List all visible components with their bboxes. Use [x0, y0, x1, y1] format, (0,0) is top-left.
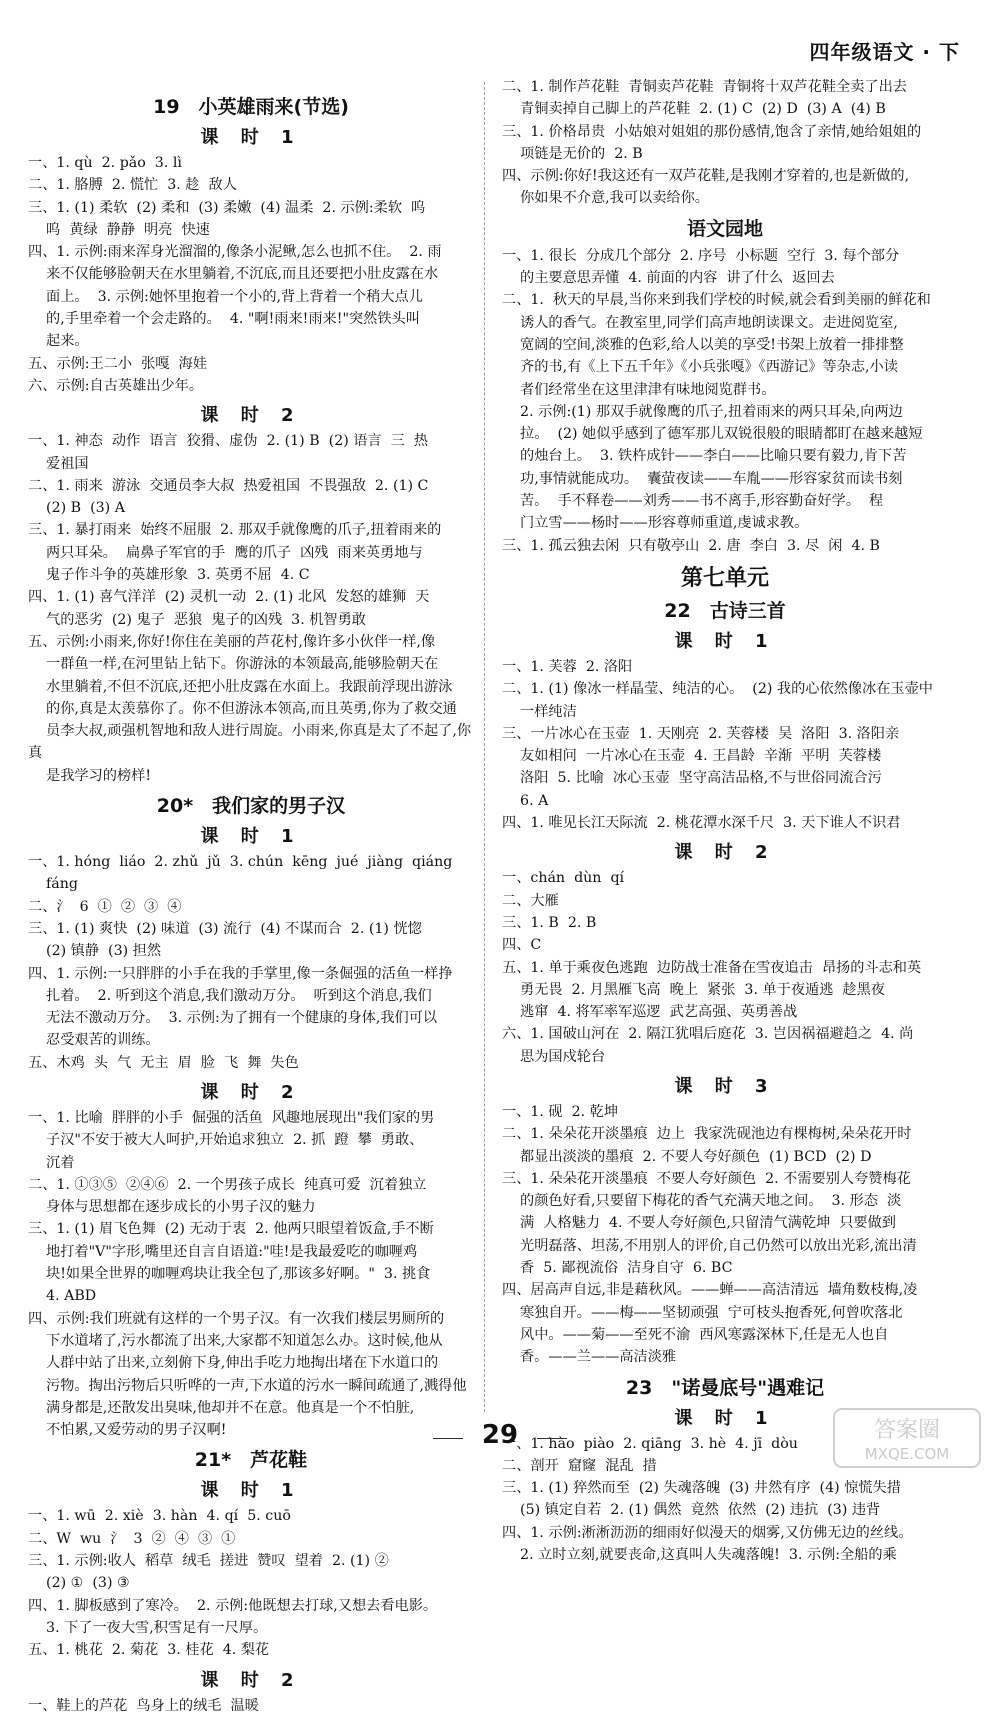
- answer-line: 一、chán dùn qí: [502, 870, 625, 887]
- answer-line: 一样纯洁: [502, 703, 577, 720]
- answer-line: 的,手里牵着一个会走路的。 4. "啊!雨来!雨来!"突然铁头叫: [28, 311, 420, 328]
- answer-line: 满身都是,还散发出臭味,他却并不在意。他真是一个不怕脏,: [28, 1399, 415, 1416]
- answer-line: 思为国戍轮台: [502, 1048, 606, 1065]
- answer-line: 宽阔的空间,淡雅的色彩,给人以美的享受!书架上放着一排排整: [502, 336, 904, 353]
- answer-line: 苦。 手不释卷——刘秀——书不离手,形容勤奋好学。 程: [502, 493, 884, 510]
- answer-line: 身体与思想都在逐步成长的小男子汉的魅力: [28, 1199, 316, 1216]
- answer-line: 污物。掏出污物后只听哗的一声,下水道的污水一瞬间疏通了,溅得他: [28, 1377, 467, 1394]
- answer-line: 一、1. hào piào 2. qiāng 3. hè 4. jī dòu: [502, 1435, 798, 1452]
- answer-line: 2. 立时立刻,就要丧命,这真叫人失魂落魄! 3. 示例:全船的乘: [502, 1547, 897, 1564]
- answer-line: 二、1. 秋天的早晨,当你来到我们学校的时候,就会看到美丽的鲜花和: [502, 292, 931, 309]
- answer-line: 二、1. 朵朵花开淡墨痕 边上 我家洗砚池边有棵梅树,朵朵花开时: [502, 1126, 912, 1143]
- answer-line: 一、1. wū 2. xiè 3. hàn 4. qí 5. cuō: [28, 1508, 291, 1525]
- session-heading: 课 时 2: [674, 842, 776, 864]
- answer-line: 二、剖开 窟窿 混乱 措: [502, 1457, 657, 1474]
- answer-line: (2) B (3) A: [28, 500, 125, 517]
- answer-line: 四、1. 示例:雨来浑身光溜溜的,像条小泥鳅,怎么也抓不住。 2. 雨: [28, 244, 442, 261]
- answer-line: 四、1. 脚板感到了寒冷。 2. 示例:他既想去打球,又想去看电影。: [28, 1597, 438, 1614]
- answer-line: 二、1. 胳膊 2. 慌忙 3. 趁 敌人: [28, 177, 237, 194]
- answer-line: (5) 镇定自若 2. (1) 偶然 竟然 依然 (2) 违抗 (3) 违背: [502, 1502, 881, 1519]
- answer-line: 2. 示例:(1) 那双手就像鹰的爪子,扭着雨来的两只耳朵,向两边: [502, 403, 903, 420]
- watermark-logo: [832, 1407, 982, 1469]
- answer-line: 忍受艰苦的训练。: [28, 1032, 160, 1049]
- answer-line: 三、1. 示例:收人 稻草 绒毛 搓进 赞叹 望着 2. (1) ②: [28, 1553, 389, 1570]
- answer-line: 香 5. 鄙视流俗 洁身自守 6. BC: [502, 1260, 733, 1277]
- watermark-text-2: MXQE.COM: [864, 1445, 950, 1463]
- session-heading: 课 时 1: [200, 127, 302, 148]
- answer-line: 6. A: [502, 792, 549, 809]
- answer-line: 四、居高声自远,非是藉秋风。——蝉——高洁清远 墙角数枝梅,凌: [502, 1282, 918, 1299]
- answer-line: 四、示例:我们班就有这样的一个男子汉。有一次我们楼层男厕所的: [28, 1310, 445, 1327]
- answer-line: 水里躺着,不但不沉底,还把小肚皮露在水面上。我跟前浮现出游泳: [28, 678, 453, 695]
- answer-line: 者们经常坐在这里津津有味地阅览群书。: [502, 381, 776, 398]
- answer-line: 呜 黄绿 静静 明亮 快速: [28, 221, 210, 238]
- answer-line: 四、C: [502, 937, 542, 954]
- answer-line: 员李大叔,顽强机智地和敌人进行周旋。小雨来,你真是太了不起了,你真: [28, 723, 472, 762]
- answer-line: 人群中站了出来,立刻俯下身,伸出手吃力地掏出堵在下水道口的: [28, 1355, 439, 1372]
- answer-line: 扎着。 2. 听到这个消息,我们激动万分。 听到这个消息,我们: [28, 987, 432, 1004]
- session-heading: 课 时 1: [200, 1480, 302, 1502]
- answer-line: 三、1. 暴打雨来 始终不屈服 2. 那双手就像鹰的爪子,扭着雨来的: [28, 522, 442, 539]
- answer-line: 下水道堵了,污水都流了出来,大家都不知道怎么办。这时候,他从: [28, 1332, 443, 1349]
- answer-line: 是我学习的榜样!: [28, 767, 152, 784]
- answer-line: 二、1. (1) 像冰一样晶莹、纯洁的心。 (2) 我的心依然像冰在玉壶中: [502, 681, 933, 698]
- answer-line: 块!如果全世界的咖喱鸡块让我全包了,那该多好啊。" 3. 挑食: [28, 1266, 431, 1283]
- answer-line: 五、示例:小雨来,你好!你住在美丽的芦花村,像许多小伙伴一样,像: [28, 633, 436, 650]
- answer-line: 拉。 (2) 她似乎感到了德军那儿双锐很般的眼睛都盯在越来越短: [502, 426, 923, 443]
- session-heading: 课 时 2: [200, 1669, 302, 1691]
- answer-line: 青铜卖掉自己脚上的芦花鞋 2. (1) C (2) D (3) A (4) B: [502, 101, 886, 118]
- answer-line: 四、示例:你好!我这还有一双芦花鞋,是我刚才穿着的,也是新做的,: [502, 168, 910, 185]
- answer-line: 一、1. 很长 分成几个部分 2. 序号 小标题 空行 3. 每个部分: [502, 247, 900, 264]
- answer-line: 三、1. 价格昂贵 小姑娘对姐姐的那份感情,饱含了亲情,她给姐姐的: [502, 123, 922, 140]
- answer-line: 一、1. 比喻 胖胖的小手 倔强的活鱼 风趣地展现出"我们家的男: [28, 1109, 435, 1126]
- answer-line: 二、1. 制作芦花鞋 青铜卖芦花鞋 青铜将十双芦花鞋全卖了出去: [502, 79, 907, 95]
- answer-line: 起来。: [28, 333, 89, 350]
- answer-line: 六、1. 国破山河在 2. 隔江犹唱后庭花 3. 岂因祸福避趋之 4. 尚: [502, 1026, 914, 1043]
- answer-line: 五、1. 单于乘夜色逃跑 边防战士准备在雪夜追击 昂扬的斗志和英: [502, 959, 922, 976]
- answer-line: 六、示例:自古英雄出少年。: [28, 377, 204, 394]
- answer-line: 四、1. (1) 喜气洋洋 (2) 灵机一动 2. (1) 北风 发怒的雄狮 天: [28, 589, 430, 606]
- answer-line: 一、鞋上的芦花 鸟身上的绒毛 温暖: [28, 1697, 259, 1714]
- answer-line: 门立雪——杨时——形容尊师重道,虔诚求教。: [502, 515, 809, 532]
- answer-line: 四、1. 示例:淅淅沥沥的细雨好似漫天的烟雾,又仿佛无边的丝线。: [502, 1524, 913, 1541]
- session-heading: 课 时 1: [200, 826, 302, 848]
- lesson-title: 语文园地: [686, 217, 763, 240]
- answer-line: 爱祖国: [28, 455, 89, 472]
- answer-line: 两只耳朵。 扁鼻子军官的手 鹰的爪子 凶残 雨来英勇地与: [28, 544, 423, 561]
- answer-line: 一、1. 芙蓉 2. 洛阳: [502, 658, 633, 675]
- answer-line: 都显出淡淡的墨痕 2. 不要人夸好颜色 (1) BCD (2) D: [502, 1148, 872, 1165]
- unit-heading: 第七单元: [680, 565, 769, 591]
- lesson-title: 20* 我们家的男子汉: [156, 795, 346, 818]
- answer-line: 三、1. (1) 柔软 (2) 柔和 (3) 柔嫩 (4) 温柔 2. 示例:柔软 呜: [28, 199, 426, 216]
- answer-line: 项链是无价的 2. B: [502, 145, 643, 162]
- answer-line: 一、1. qù 2. pǎo 3. lì: [28, 155, 182, 171]
- answer-line: 一、1. hóng liáo 2. zhǔ jǔ 3. chún kēng jué jiàng qiáng: [28, 854, 453, 871]
- answer-line: 四、1. 唯见长江天际流 2. 桃花潭水深千尺 3. 天下谁人不识君: [502, 815, 901, 832]
- answer-line: 四、1. 示例:一只胖胖的小手在我的手掌里,像一条倔强的活鱼一样挣: [28, 965, 453, 982]
- session-heading: 课 时 3: [674, 1075, 776, 1097]
- footer-dash-left: [433, 1438, 463, 1439]
- session-heading: 课 时 2: [200, 405, 302, 427]
- lesson-title: 19 小英雄雨来(节选): [153, 96, 349, 118]
- answer-line: 3. 下了一夜大雪,积雪足有一尺厚。: [28, 1619, 268, 1636]
- answer-line: 一、1. 神态 动作 语言 狡猾、虚伪 2. (1) B (2) 语言 三 热: [28, 433, 429, 450]
- answer-line: 寒独自开。——梅——坚韧顽强 宁可枝头抱香死,何曾吹落北: [502, 1304, 903, 1321]
- answer-line: 洛阳 5. 比喻 冰心玉壶 坚守高洁品格,不与世俗同流合污: [502, 770, 882, 787]
- answer-line: 沉着: [28, 1154, 75, 1171]
- answer-line: 三、1. 朵朵花开淡墨痕 不要人夸好颜色 2. 不需要别人夸赞梅花: [502, 1170, 911, 1187]
- answer-line: (2) 镇静 (3) 担然: [28, 943, 162, 960]
- answer-line: 五、木鸡 头 气 无主 眉 脸 飞 舞 失色: [28, 1054, 299, 1071]
- answer-line: 一群鱼一样,在河里钻上钻下。你游泳的本领最高,能够脸朝天在: [28, 656, 439, 673]
- answer-line: 来不仅能够脸朝天在水里躺着,不沉底,而且还要把小肚皮露在水: [28, 266, 439, 283]
- answer-line: 面上。 3. 示例:她怀里抱着一个小的,背上背着一个稍大点儿: [28, 288, 423, 305]
- answer-line: 的颜色好看,只要留下梅花的香气充满天地之间。 3. 形态 淡: [502, 1193, 902, 1210]
- answer-line: 二、氵 6 ① ② ③ ④: [28, 898, 182, 915]
- answer-line: 不怕累,又爱劳动的男子汉啊!: [28, 1422, 227, 1439]
- answer-line: 三、1. 孤云独去闲 只有敬亭山 2. 唐 李白 3. 尽 闲 4. B: [502, 537, 880, 554]
- answer-line: 的主要意思弄懂 4. 前面的内容 讲了什么 返回去: [502, 270, 835, 287]
- answer-line: 五、示例:王二小 张嘎 海娃: [28, 355, 207, 372]
- answer-line: 二、W wu 氵 3 ② ④ ③ ①: [28, 1530, 236, 1547]
- answer-line: 风中。——菊——至死不渝 西风寒露深林下,任是无人也自: [502, 1326, 889, 1343]
- answer-line: 三、一片冰心在玉壶 1. 天刚亮 2. 芙蓉楼 吴 洛阳 3. 洛阳亲: [502, 725, 900, 742]
- lesson-title: 22 古诗三首: [664, 599, 786, 622]
- lesson-title: 23 "诺曼底号"遇难记: [625, 1376, 825, 1399]
- answer-line: 逃窜 4. 将军率军巡逻 武艺高强、英勇善战: [502, 1004, 798, 1021]
- answer-line: 气的恶劣 (2) 鬼子 恶狼 鬼子的凶残 3. 机智勇敢: [28, 611, 366, 628]
- answer-line: 无法不激动万分。 3. 示例:为了拥有一个健康的身体,我们可以: [28, 1010, 438, 1027]
- answer-line: 五、1. 桃花 2. 菊花 3. 桂花 4. 梨花: [28, 1642, 270, 1659]
- lesson-title: 21* 芦花鞋: [194, 1449, 308, 1472]
- answer-line: 光明磊落、坦荡,不用别人的评价,自己仍然可以放出光彩,流出清: [502, 1237, 917, 1254]
- answer-line: 你如果不介意,我可以卖给你。: [502, 190, 709, 207]
- page-number: 29: [481, 1420, 519, 1450]
- answer-line: 鬼子作斗争的英雄形象 3. 英勇不屈 4. C: [28, 567, 310, 584]
- answer-line: 二、1. ①③⑤ ②④⑥ 2. 一个男孩子成长 纯真可爱 沉着独立: [28, 1176, 427, 1193]
- answer-line: 香。——兰——高洁淡雅: [502, 1349, 677, 1366]
- answer-line: 三、1. (1) 眉飞色舞 (2) 无动于衷 2. 他两只眼望着饭盒,手不断: [28, 1221, 434, 1238]
- answer-line: 齐的书,有《上下五千年》《小兵张嘎》《西游记》等杂志,小读: [502, 359, 898, 376]
- answer-line: 三、1. B 2. B: [502, 914, 597, 931]
- answer-line: 地打着"V"字形,嘴里还自言自语道:"哇!是我最爱吃的咖喱鸡: [28, 1243, 418, 1260]
- answer-line: 满 人格魅力 4. 不要人夸好颜色,只留清气满乾坤 只要做到: [502, 1215, 896, 1232]
- session-heading: 课 时 1: [674, 1407, 776, 1429]
- answer-line: 4. ABD: [28, 1288, 97, 1305]
- answer-line: 二、1. 雨来 游泳 交通员李大叔 热爱祖国 不畏强敌 2. (1) C: [28, 477, 429, 494]
- answer-line: (2) ① (3) ③: [28, 1575, 130, 1592]
- session-heading: 课 时 1: [674, 630, 776, 652]
- answer-line: 三、1. (1) 爽快 (2) 味道 (3) 流行 (4) 不谋而合 2. (1) 恍惚: [28, 920, 422, 937]
- answer-line: 的你,真是太羡慕你了。你不但游泳本领高,而且英勇,你为了救交通: [28, 700, 457, 717]
- answer-line: 勇无畏 2. 月黑雁飞高 晚上 紧张 3. 单于夜遁逃 趁黑夜: [502, 981, 885, 998]
- answer-line: 友如相问 一片冰心在玉壶 4. 王昌龄 辛渐 平明 芙蓉楼: [502, 748, 882, 765]
- answer-line: 的烛台上。 3. 铁杵成针——李白——比喻只要有毅力,肯下苦: [502, 448, 907, 465]
- session-heading: 课 时 2: [200, 1081, 302, 1103]
- answer-line: fáng: [28, 876, 78, 893]
- footer-dash-right: [537, 1438, 567, 1439]
- watermark-text-1: 答案圈: [873, 1418, 941, 1443]
- answer-line: 二、大雁: [502, 892, 559, 909]
- answer-line: 诱人的香气。在教室里,同学们高声地朗读课文。走进阅览室,: [502, 314, 898, 331]
- answer-line: 功,事情就能成功。 囊萤夜读——车胤——形容家贫而读书刻: [502, 470, 903, 487]
- answer-line: 三、1. (1) 猝然而至 (2) 失魂落魄 (3) 井然有序 (4) 惊慌失措: [502, 1480, 901, 1497]
- column-divider: [484, 82, 485, 1412]
- answer-line: 一、1. 砚 2. 乾坤: [502, 1103, 619, 1120]
- answer-line: 子汉"不安于被大人呵护,开始追求独立 2. 抓 蹬 攀 勇敢、: [28, 1132, 424, 1149]
- page-header: 四年级语文 · 下: [809, 40, 960, 64]
- left-column: [28, 88, 474, 1714]
